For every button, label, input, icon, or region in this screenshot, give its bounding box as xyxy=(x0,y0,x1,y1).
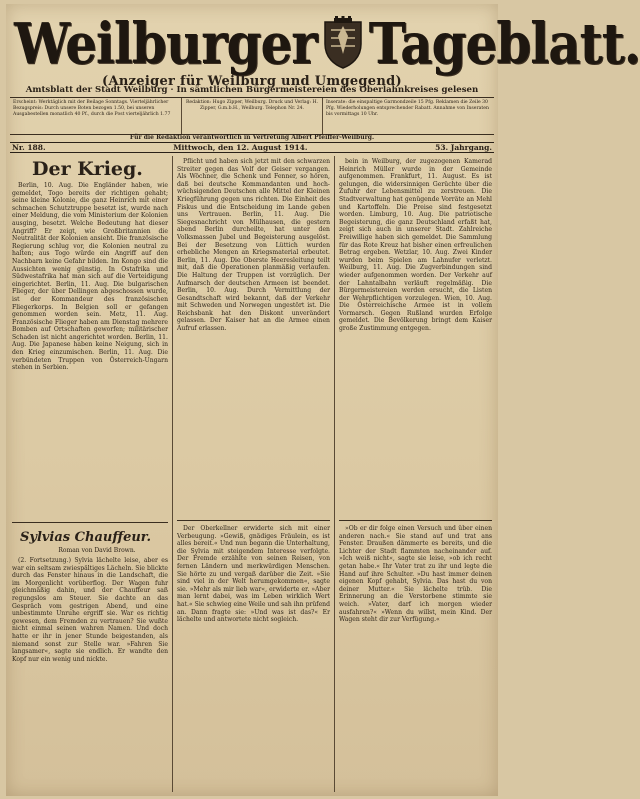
editor-line: Für die Redaktion verantwortlich in Vertretung Albert Pfeiffer-Weilburg. xyxy=(129,134,375,141)
feuilleton-author: Roman von David Brown. xyxy=(58,547,136,554)
publication-info xyxy=(10,97,494,135)
issue-number: Nr. 188. xyxy=(12,143,46,152)
feuilleton-title: Sylvias Chauffeur. xyxy=(20,530,151,545)
article-paragraph: Der Oberkellner erwiderte sich mit einer Verbeugung. »Gewiß, gnädiges Fräulein, es ist alles bereit.« Und nun begann die Unterhaltung, die Sylvia mit steigendem Interesse verfolgte. Der Fremde erzählte von seinen Reisen, von fernen Ländern und merkwürdigen Menschen. Sie hörte zu und vergaß darüber die Zeit. »Sie sind viel in der Welt herumgekommen«, sagte sie. »Mehr als mir lieb war«, erwiderte er. »Aber man lernt dabei, was im Leben wirklich Wert hat.« Sie schwieg eine Weile und sah ihn prüfend an. Dann fragte sie: »Und was ist das?« Er lächelte und antwortete nicht sogleich. xyxy=(177,525,330,624)
info-subscription: Erscheint: Werktäglich mit der Beilage Sonntags. Vierteljährlicher Bezugspreis: Durch unsere Boten bezogen 1.50, bei unseren Ausgabestellen monatlich 40 Pf., durch die Post vierteljährlich 1.77 xyxy=(10,98,182,134)
issue-year: 53. Jahrgang. xyxy=(435,143,492,152)
article-paragraph: bein in Weilburg, der zugezogenen Kamerad Heinrich Müller wurde in der Gemeinde aufgenommen. Frankfurt, 11. August. Es ist gelungen, die widersinnigen Gerüchte über die Zufuhr der Lebensmittel zu zerstreuen. Die Stadtverwaltung hat genügende Vorräte an Mehl und Kartoffeln. Die Preise sind festgesetzt worden. Limburg, 10. Aug. Die patriotische Begeisterung, die ganz Deutschland erfaßt hat, zeigt sich auch in unserer Stadt. Zahlreiche Freiwillige haben sich gemeldet. Die Sammlung für das Rote Kreuz hat bisher einen erfreulichen Betrag ergeben. Wetzlar, 10. Aug. Zwei Kinder wurden beim Spielen am Lahnufer verletzt. Weilburg, 11. Aug. Die Zugverbindungen sind wieder aufgenommen worden. Der Verkehr auf der Lahntalbahn verläuft regelmäßig. Die Bürgermeistereien werden ersucht, die Listen der Wehrpflichtigen vorzulegen. Wien, 10. Aug. Die Österreichische Armee ist in vollem Vormarsch. Gegen Rußland wurden Erfolge gemeldet. Die Bevölkerung bringt dem Kaiser große Zustimmung entgegen. xyxy=(339,158,492,333)
article-paragraph: »Ob er dir folge einen Versuch und über einen anderen nach.« Sie stand auf und trat ans Fenster. Draußen dämmerte es bereits, und die Lichter der Stadt flammten nacheinander auf. »Ich weiß nicht«, sagte sie leise, »ob ich recht getan habe.« Ihr Vater trat zu ihr und legte die Hand auf ihre Schulter. »Du hast immer deinen eigenen Kopf gehabt, Sylvia. Das hast du von deiner Mutter.« Sie lächelte trüb. Die Erinnerung an die Verstorbene stimmte sie weich. »Vater, darf ich morgen wieder ausfahren?« »Wenn du willst, mein Kind. Der Wagen steht dir zur Verfügung.« xyxy=(339,525,492,624)
article-heading: Der Krieg. xyxy=(32,158,143,180)
column-rule xyxy=(172,156,173,792)
feuilleton-col1-text xyxy=(12,557,168,789)
section-divider xyxy=(12,522,168,523)
info-advertising: Inserate: die einspaltige Garmondzeile 15 Pfg. Reklamen die Zeile 30 Pfg. Wiederholungen entsprechender Rabatt. Annahme von Inseraten bis vormittags 10 Uhr. xyxy=(325,100,489,117)
masthead-title-right: Tageblatt. xyxy=(368,10,640,77)
feuilleton-col3-text xyxy=(339,525,492,789)
article-paragraph: (2. Fortsetzung.) Sylvia lächelte leise, aber es war ein seltsam zwiespältiges Lächeln. Sie blickte durch das Fenster hinaus in die Landschaft, die im Morgenlicht vorüberflog. Der Wagen fuhr gleichmäßig dahin, und der Chauffeur saß regungslos am Steuer. Sie dachte an das Gespräch vom gestrigen Abend, und eine unbestimmte Unruhe ergriff sie. War es richtig gewesen, dem Fremden zu vertrauen? Sie wußte nicht einmal seinen wahren Namen. Und doch hatte er ihr in jener Stunde beigestanden, als niemand sonst zur Stelle war. »Fahren Sie langsamer«, sagte sie endlich. Er wandte den Kopf nur ein wenig und nickte. xyxy=(12,557,168,663)
amtsblatt-line: Amtsblatt der Stadt Weilburg · In sämtlichen Bürgermeistereien des Oberlahnkreises gelesen xyxy=(25,85,479,95)
article-paragraph: Pflicht und haben sich jetzt mit den schwarzen Streiter gegen das Volf der Geiser vergangen. Als Wöchner, die Schenk und Fenner, so hören, daß bei deutsche Kommandanten und hoch-wüchsigenden Deutschen alle Mittel der Kleinen Kriegführung gegen uns richten. Die Einheit des Fiskus und die Entscheidung im Lande geben uns Vertrauen. Berlin, 11. Aug. Die Siegesnachricht von Mülhausen, die gestern abend Berlin durcheilte, hat unter den Volksmassen Jubel und Begeisterung ausgelöst. Bei der Besetzung von Lüttich wurden erhebliche Mengen an Kriegsmaterial erbeutet. Berlin, 11. Aug. Die Oberste Heeresleitung teilt mit, daß die Operationen planmäßig verlaufen. Die Haltung der Truppen ist vorzüglich. Der Aufmarsch der deutschen Armeen ist beendet. Berlin, 10. Aug. Durch Vermittlung der Gesandtschaft wird bekannt, daß der Verkehr mit Schweden und Norwegen ungestört ist. Die Reichsbank hat den Diskont unverändert gelassen. Der Kaiser hat an die Armee einen Aufruf erlassen. xyxy=(177,158,330,333)
info-publisher: Redaktion: Hugo Zipper, Weilburg. Druck und Verlag: H. Zipper, G.m.b.H., Weilburg. Telephon Nr. 24. xyxy=(182,98,323,134)
coat-of-arms-icon xyxy=(321,18,365,70)
masthead-title-left: Weilburger xyxy=(14,10,317,77)
masthead-title xyxy=(14,10,640,77)
issue-bar xyxy=(10,142,494,153)
newspaper-page xyxy=(6,4,640,796)
article-col3-text xyxy=(339,158,492,516)
section-divider xyxy=(177,520,330,521)
article-col1-text xyxy=(12,182,168,518)
issue-date: Mittwoch, den 12. August 1914. xyxy=(173,143,308,152)
article-col2-text xyxy=(177,158,330,516)
article-paragraph: Berlin, 10. Aug. Die Engländer haben, wie gemeldet, Togo bereits der richtigen gehabt; seine kleine Kolonie, die ganz Heinrich mit einer schmachen Schutztruppe besetzt ist, wurde nach einer Meldung, die vom Ministerium der Kolonien ausging, besetzt. Welche Bedeutung hat dieser Angriff? Er zeigt, wie Großbritannien die Neutralität der Kolonien ansieht. Die französische Regierung schlug vor, die Kolonien neutral zu halten; aus Togo würde ein Angriff auf den Nachbarn keine Gefahr bilden. Im Kongo sind die Aussichten wenig günstig. In Ostafrika und Südwestafrika hat man sich auf die Verteidigung eingerichtet. Berlin, 11. Aug. Die bulgarischen Flieger, der über Dellingen abgeschossen wurde, ist der Kommandeur des französischen Fliegerkorps. In Belgien soll er gefangen genommen worden sein. Metz, 11. Aug. Französische Flieger haben am Dienstag mehrere Bomben auf Ortschaften geworfen; militärischer Schaden ist nicht angerichtet worden. Berlin, 11. Aug. Die Japanese haben keine Neigung, sich in den Krieg einzumischen. Berlin, 11. Aug. Die verbündeten Truppen von Österreich-Ungarn stehen in Serbien. xyxy=(12,182,168,372)
section-divider xyxy=(339,520,492,521)
column-rule xyxy=(334,156,335,792)
feuilleton-col2-text xyxy=(177,525,330,789)
masthead-subtitle: (Anzeiger für Weilburg und Umgegend) xyxy=(102,74,402,89)
masthead xyxy=(6,10,640,92)
